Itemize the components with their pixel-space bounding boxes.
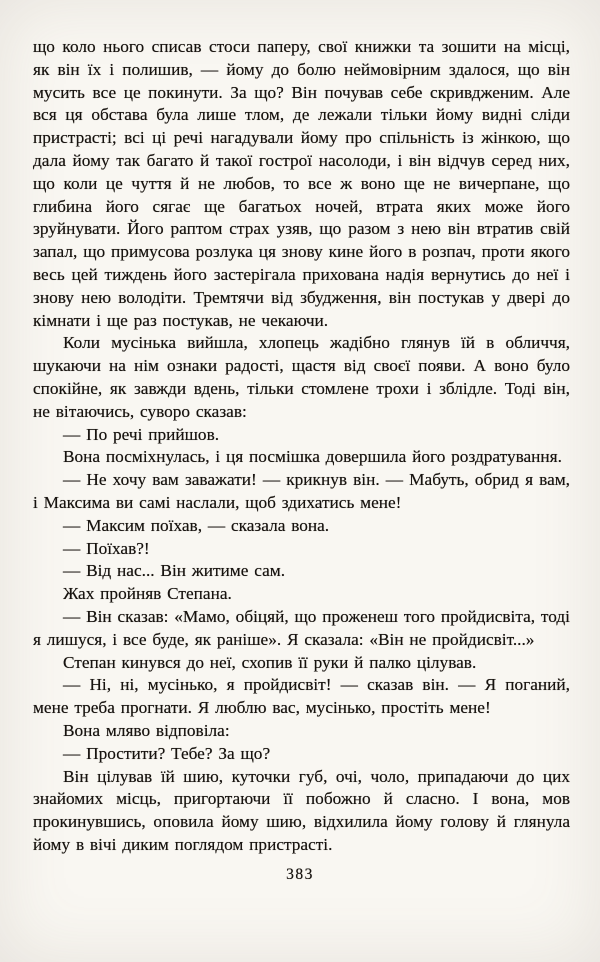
paragraph: — Не хочу вам заважати! — крикнув він. — Мабуть, обрид я вам, і Максима ви самі наслали, щоб здихатись мене! <box>33 470 570 512</box>
paragraph: Вона мляво відповіла: <box>63 720 230 740</box>
paragraph: Жах пройняв Степана. <box>63 584 232 604</box>
paragraph: Він цілував їй шию, куточки губ, очі, чоло, припадаючи до цих знайомих місць, пригортаючи її побожно й сласно. І вона, мов прокинувшись, оповила йому шию, відхилила йому голову й глянула йому в вічі диким поглядом пристрасті. <box>33 766 570 854</box>
paragraph: — Поїхав?! <box>63 538 150 558</box>
paragraph: — По речі прийшов. <box>63 424 220 444</box>
paragraph: — Максим поїхав, — сказала вона. <box>63 515 330 535</box>
paragraph: що коло нього списав стоси паперу, свої книжки та зошити на місці, як він їх і полишив, — йому до болю неймовірним здалося, що він мусить все це покинути. За що? Він почував себе скривдженим. Але вся ця обстава була лише тлом, де лежали тільки йому видні сліди пристрасті; всі ці речі нагадували йому про спільність із жінкою, що дала йому так багато й такої гострої насолоди, і він відчув серед них, що коли це чуття й не любов, то все ж воно ще не вичерпане, що глибина його сягає ще багатьох ночей, втрата яких може його зруйнувати. Його раптом страх узяв, що разом з нею він втратив свій запал, що примусова розлука ця знову кине його в розпач, проти якого весь цей тиждень його застерігала прихована надія вернутись до неї і знову нею володіти. Тремтячи від збудження, він постукав у двері до кімнати і ще раз постукав, не чекаючи. <box>33 37 570 330</box>
paragraph: — Ні, ні, мусінько, я пройдисвіт! — сказав він. — Я поганий, мене треба прогнати. Я люблю вас, мусінько, простіть мене! <box>33 675 570 718</box>
paragraph: — Він сказав: «Мамо, обіцяй, що проженеш того пройдисвіта, тоді я лишуся, і все буде, як раніше». Я сказала: «Він не пройдисвіт...» <box>33 606 570 649</box>
paragraph: — Від нас... Він житиме сам. <box>63 561 286 581</box>
page-number: 383 <box>286 865 314 883</box>
paragraph: — Простити? Тебе? За що? <box>63 743 271 763</box>
paragraph: Степан кинувся до неї, схопив її руки й палко цілував. <box>63 652 477 672</box>
paragraph: Вона посміхнулась, і ця посмішка довершила його роздратування. <box>63 447 562 467</box>
paragraph: Коли мусінька вийшла, хлопець жадібно глянув їй в обличчя, шукаючи на нім ознаки радості, щастя від своєї появи. А воно було спокійне, як завжди вдень, тільки стомлене трохи і зблідле. Тоді він, не вітаючись, суворо сказав: <box>33 333 570 421</box>
